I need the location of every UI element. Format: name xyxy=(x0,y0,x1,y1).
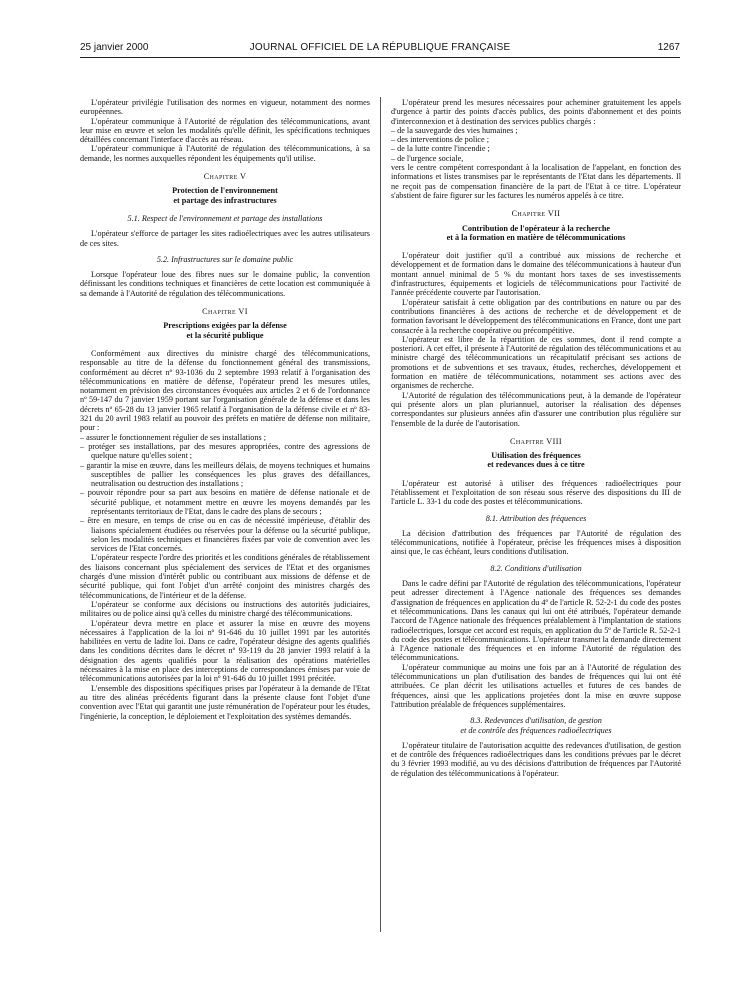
list-item: – de la sauvegarde des vies humaines ; xyxy=(391,125,518,135)
header-rule xyxy=(80,57,680,58)
list-item: – de l'urgence sociale, xyxy=(391,153,464,163)
paragraph: L'opérateur prend les mesures nécessaires pour acheminer gratuitement les appels d'urgence à partir des points d'accès publics, des points d'abonnement et des points d'interconnexion et à destination des services publics chargés : xyxy=(391,98,681,126)
paragraph: L'opérateur privilégie l'utilisation des normes en vigueur, notamment des normes européennes. xyxy=(80,98,370,117)
section-heading xyxy=(391,716,681,735)
section-heading: 5.2. Infrastructures sur le domaine public xyxy=(156,254,294,264)
paragraph: L'opérateur se conforme aux décisions ou instructions des autorités judiciaires, militaires ou de police ainsi qu'à celles du ministre chargé des télécommunications. xyxy=(80,599,370,619)
chapter-heading: Chapitre V xyxy=(203,172,247,182)
chapter-title-line: Protection de l'environnement xyxy=(172,186,278,196)
list-item: – être en mesure, en temps de crise ou en cas de nécessité impérieuse, d'établir des liaisons spécialement étudiées ou réservées pour la défense ou la sécurité publique, selon les modalités techniques et financières fixées par voie de convention avec les services de l'Etat concernés. xyxy=(80,516,370,554)
paragraph: L'opérateur doit justifier qu'il a contribué aux missions de recherche et développement et de formation dans le domaine des télécommunications à hauteur d'un montant annuel minimal de 5 % du montant hors taxes de ses investissements d'infrastructures, équipements et logiciels de télécommunications pour l'activité de l'année précédente couverte par l'autorisation. xyxy=(391,251,681,298)
paragraph: Conformément aux directives du ministre chargé des télécommunications, responsable au titre de la défense du fonctionnement général des transmissions, conformément au décret nº 93-1036 du 2 septembre 1993 relatif à l'organisation des télécommunications en matière de défense, l'opérateur prend les mesures utiles, notamment en prévision des circonstances évoquées aux articles 2 et 6 de l'ordonnance nº 59-147 du 7 janvier 1959 portant sur l'organisation générale de la défense et dans les décrets nº 65-28 du 13 janvier 1965 relatif à l'organisation de la défense civile et nº 83-321 du 20 avril 1983 relatif au pouvoir des préfets en matière de défense non militaire, pour : xyxy=(80,348,370,433)
chapter-title xyxy=(391,224,681,243)
section-heading-line: et de contrôle des fréquences radioélectriques xyxy=(460,725,612,735)
paragraph: vers le centre compétent correspondant à la localisation de l'appelant, en fonction des informations et listes transmises par le représentants de l'Etat dans les départements. Il ne reçoit pas de compensation financière de la part de l'Etat à ce titre. L'opérateur s'abstient de faire figurer sur les factures les numéros appelés à ce titre. xyxy=(391,163,681,200)
section-heading: 8.1. Attribution des fréquences xyxy=(485,513,587,523)
paragraph: L'opérateur est autorisé à utiliser des fréquences radioélectriques pour l'établissement et l'exploitation de son réseau sous réserve des dispositions du III de l'article L. 33-1 du code des postes et télécommunications. xyxy=(391,478,681,507)
list-item: – assurer le fonctionnement régulier de ses installations ; xyxy=(80,432,266,442)
column-divider xyxy=(380,97,381,932)
chapter-title xyxy=(80,186,370,205)
paragraph: L'opérateur communique au moins une fois par an à l'Autorité de régulation des télécommunications un plan d'utilisation des bandes de fréquences qui lui ont été attribuées. Ce plan décrit les utilisations actuelles et futures de ces bandes de fréquences, ainsi que les applications projetées dont la mise en œuvre suppose l'attribution préalable de fréquences supplémentaires. xyxy=(391,662,681,709)
chapter-title-line: et redevances dues à ce titre xyxy=(487,460,585,470)
chapter-heading: Chapitre VII xyxy=(511,209,561,219)
chapter-title-line: Contribution de l'opérateur à la recherche xyxy=(461,223,611,233)
chapter-title-line: Utilisation des fréquences xyxy=(491,451,581,461)
paragraph: L'opérateur respecte l'ordre des priorités et les conditions générales de rétablissement des liaisons concernant plus spécialement des services de l'Etat et des organismes chargés d'une mission d'intérêt public ou contribuant aux missions de défense et de sécurité publique, qui font l'objet d'un arrêté conjoint des ministres chargés des télécommunications, de l'intérieur et de la défense. xyxy=(80,553,370,600)
paragraph: L'opérateur satisfait à cette obligation par des contributions en nature ou par des contributions financières à des actions de recherche et de développement et de formation favorisant le développement des télécommunications en France, dont une part consacrée à la recherche coopérative ou précompétitive. xyxy=(391,297,681,335)
chapter-title-line: Prescriptions exigées par la défense xyxy=(163,321,287,331)
chapter-title-line: et la sécurité publique xyxy=(186,330,264,340)
paragraph: L'opérateur devra mettre en place et assurer la mise en œuvre des moyens nécessaires à l'application de la loi nº 91-646 du 10 juillet 1991 par les autorités habilitées en vertu de ladite loi. Dans ce cadre, l'opérateur désigne des agents qualifiés dans les conditions décrites dans le décret nº 93-119 du 28 janvier 1993 relatif à la désignation des agents qualifiés pour la réalisation des opérations matérielles nécessaires à la mise en place des interceptions de correspondances émises par voie de télécommunications autorisées par la loi nº 91-646 du 10 juillet 1991 précitée. xyxy=(80,618,370,684)
issue-date: 25 janvier 2000 xyxy=(80,42,149,53)
paragraph: L'opérateur communique à l'Autorité de régulation des télécommunications, à sa demande, les normes auxquelles répondent les équipements qu'il utilise. xyxy=(80,144,370,163)
page-header xyxy=(80,42,680,58)
paragraph: L'Autorité de régulation des télécommunications peut, à la demande de l'opérateur qui présente alors un plan pluriannuel, autoriser la réalisation des dépenses correspondantes sur plusieurs années afin d'assurer une contribution plus régulière sur l'ensemble de la durée de l'autorisation. xyxy=(391,390,681,428)
requirements-list xyxy=(80,433,370,554)
paragraph: La décision d'attribution des fréquences par l'Autorité de régulation des télécommunications, notifiée à l'opérateur, précise les fréquences mises à disposition ainsi que, le cas échéant, leurs conditions d'utilisation. xyxy=(391,528,681,557)
section-heading: 5.1. Respect de l'environnement et partage des installations xyxy=(127,213,323,223)
paragraph: L'opérateur est libre de la répartition de ces sommes, dont il rend compte a posteriori. A cet effet, il présente à l'Autorité de régulation des télécommunications et au ministre chargé des télécommunications un récapitulatif précisant ses actions de promotions et de subventions et ses travaux, études, recherches, développement et formation en matière de télécommunications, notamment ses actions avec des organismes de recherche. xyxy=(391,334,681,391)
paragraph: L'ensemble des dispositions spécifiques prises par l'opérateur à la demande de l'Etat au titre des alinéas précédents figurant dans la présente clause font l'objet d'une convention avec l'Etat qui garantit une juste rémunération de l'opérateur pour les études, l'ingénierie, la conception, le déploiement et l'exploitation des systèmes demandés. xyxy=(80,683,370,721)
paragraph: Lorsque l'opérateur loue des fibres nues sur le domaine public, la convention définissant les conditions techniques et financières de cette location est communiquée à sa demande à l'Autorité de régulation des télécommunications. xyxy=(80,270,370,298)
chapter-title-line: et à la formation en matière de télécommunications xyxy=(446,232,626,242)
chapter-title xyxy=(391,451,681,470)
chapter-title xyxy=(80,321,370,340)
list-item: – de la lutte contre l'incendie ; xyxy=(391,144,490,154)
right-column xyxy=(391,98,681,778)
paragraph: L'opérateur titulaire de l'autorisation acquitte des redevances d'utilisation, de gestion et de contrôle des fréquences radioélectriques dans les conditions prévues par le décret du 3 février 1993 modifié, au vu des décisions d'attribution de fréquences par l'Autorité de régulation des télécommunications à l'opérateur. xyxy=(391,740,681,778)
section-heading-line: 8.3. Redevances d'utilisation, de gestion xyxy=(470,716,602,726)
paragraph: Dans le cadre défini par l'Autorité de régulation des télécommunications, l'opérateur peut adresser directement à l'Agence nationale des fréquences ses demandes d'assignation de fréquences en application du 4º de l'article R. 52-2-1 du code des postes et télécommunications. Dans les canaux qui lui ont été attribués, l'opérateur demande l'accord de l'Agence nationale des fréquences préalablement à l'implantation de stations radioélectriques, lorsque cet accord est requis, en application du 5º de l'article R. 52-2-1 du code des postes et télécommunications. L'opérateur transmet la demande directement à l'Agence nationale des fréquences et en informe l'Autorité de régulation des télécommunications. xyxy=(391,579,681,663)
section-heading: 8.2. Conditions d'utilisation xyxy=(490,563,582,573)
chapter-heading: Chapitre VIII xyxy=(510,436,562,446)
emergency-services-list xyxy=(391,126,681,163)
list-item: – protéger ses installations, par des mesures appropriées, contre des agressions de quelque nature qu'elles soient ; xyxy=(80,441,370,461)
list-item: – pouvoir répondre pour sa part aux besoins en matière de défense nationale et de sécurité publique, et notamment mettre en œuvre les moyens demandés par les représentants territoriaux de l'Etat, dans le cadre des plans de secours ; xyxy=(80,488,370,516)
chapter-heading: Chapitre VI xyxy=(202,307,248,317)
paragraph: L'opérateur s'efforce de partager les sites radioélectriques avec les autres utilisateurs de ces sites. xyxy=(80,229,370,248)
left-column xyxy=(80,98,370,721)
list-item: – garantir la mise en œuvre, dans les meilleurs délais, de moyens techniques et humains susceptibles de pallier les conséquences les plus graves des défaillances, neutralisation ou destruction des installations ; xyxy=(80,460,370,489)
chapter-title-line: et partage des infrastructures xyxy=(173,195,277,205)
list-item: – des interventions de police ; xyxy=(391,135,489,145)
paragraph: L'opérateur communique à l'Autorité de régulation des télécommunications, avant leur mise en œuvre et selon les modalités qu'elle définit, les spécifications techniques détaillées concernant l'interface d'accès au réseau. xyxy=(80,116,370,145)
journal-title: JOURNAL OFFICIEL DE LA RÉPUBLIQUE FRANÇAISE xyxy=(249,42,511,53)
page-number: 1267 xyxy=(657,42,680,53)
